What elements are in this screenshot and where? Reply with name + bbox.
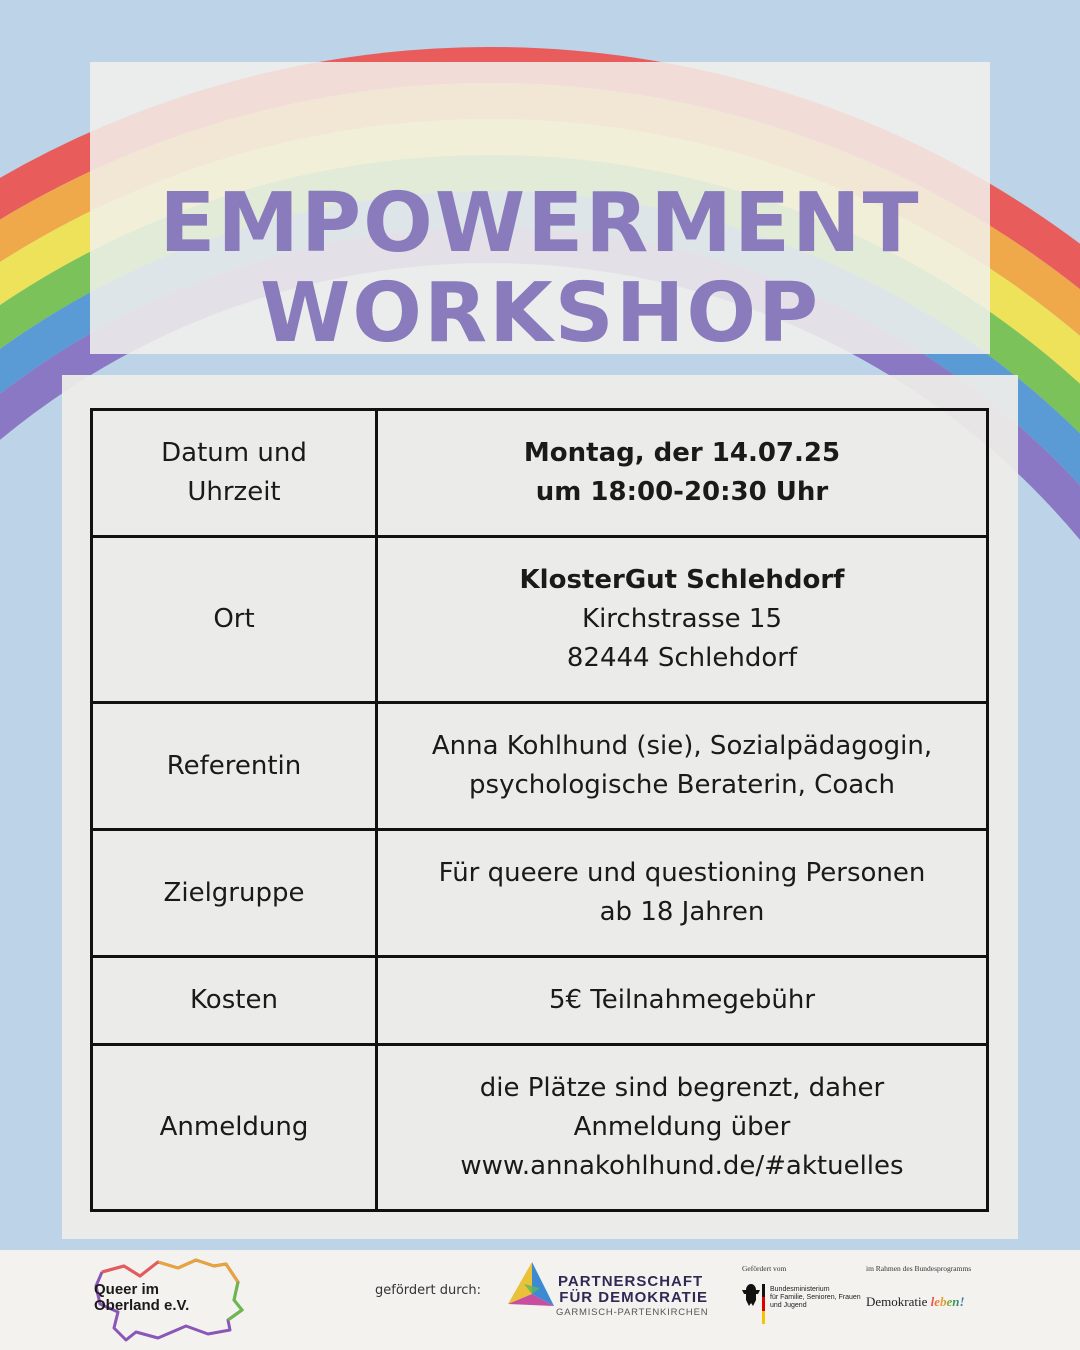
row-label bbox=[92, 957, 377, 1045]
page-title-line-1: EMPOWERMENT bbox=[159, 176, 921, 271]
partner-line: FÜR DEMOKRATIE bbox=[559, 1289, 708, 1306]
value-line: KlosterGut Schlehdorf bbox=[519, 565, 845, 595]
gefoerdert-vom-label: Gefördert vom bbox=[742, 1264, 787, 1273]
table-row-referentin bbox=[92, 703, 988, 830]
row-value bbox=[377, 703, 988, 830]
partner-line: PARTNERSCHAFT bbox=[558, 1273, 704, 1290]
row-label bbox=[92, 410, 377, 537]
org-logo-text bbox=[94, 1282, 214, 1314]
value-line: um 18:00-20:30 Uhr bbox=[535, 477, 829, 507]
row-value bbox=[377, 537, 988, 703]
ministry-line: Bundesministerium bbox=[770, 1286, 830, 1293]
partnerschaft-triangle-icon bbox=[504, 1260, 556, 1312]
value-line: 82444 Schlehdorf bbox=[566, 643, 798, 673]
row-value bbox=[377, 830, 988, 957]
label-text-part: Datum und bbox=[161, 438, 307, 468]
title-banner bbox=[90, 62, 990, 361]
registration-link[interactable]: www.annakohlhund.de/#aktuelles bbox=[460, 1151, 904, 1181]
value-line: Anna Kohlhund (sie), Sozialpädagogin, bbox=[431, 731, 933, 761]
value-line: Anmeldung über bbox=[573, 1112, 791, 1142]
value-line: ab 18 Jahren bbox=[599, 897, 765, 927]
flag-bar bbox=[762, 1284, 765, 1324]
ministry-text bbox=[770, 1286, 861, 1310]
demokratie-leben-logo bbox=[866, 1294, 965, 1310]
partnerschaft-logo-text bbox=[558, 1274, 708, 1306]
value-line: die Plätze sind begrenzt, daher bbox=[479, 1073, 885, 1103]
label-text-part: Uhrzeit bbox=[187, 477, 281, 507]
org-logo-line: Queer im bbox=[94, 1281, 160, 1298]
leben-text bbox=[931, 1294, 965, 1309]
label-text bbox=[103, 434, 365, 512]
table-row-zielgruppe bbox=[92, 830, 988, 957]
partnerschaft-sub: GARMISCH-PARTENKIRCHEN bbox=[556, 1307, 709, 1318]
page-title-line-2: WORKSHOP bbox=[259, 266, 821, 361]
details-table bbox=[90, 408, 989, 1212]
row-label bbox=[92, 1045, 377, 1211]
row-label bbox=[92, 703, 377, 830]
value-line: psychologische Beraterin, Coach bbox=[469, 770, 895, 800]
label-text: Zielgruppe bbox=[163, 877, 305, 908]
value-line: 5€ Teilnahmegebühr bbox=[548, 985, 816, 1015]
table-row-datum bbox=[92, 410, 988, 537]
table-row-anmeldung bbox=[92, 1045, 988, 1211]
funded-by-label: gefördert durch: bbox=[375, 1283, 482, 1298]
table-row-ort bbox=[92, 537, 988, 703]
details-card bbox=[62, 375, 1018, 1239]
ministry-line: für Familie, Senioren, Frauen bbox=[770, 1294, 861, 1301]
ministry-line: und Jugend bbox=[770, 1302, 807, 1309]
org-logo-line: Oberland e.V. bbox=[94, 1297, 190, 1314]
label-text: Ort bbox=[213, 604, 255, 634]
row-value bbox=[377, 957, 988, 1045]
footer-logos bbox=[0, 1250, 1080, 1350]
im-rahmen-label: im Rahmen des Bundesprogramms bbox=[866, 1264, 972, 1273]
label-text: Referentin bbox=[166, 750, 302, 781]
table-row-kosten bbox=[92, 957, 988, 1045]
row-value bbox=[377, 410, 988, 537]
value-line: Montag, der 14.07.25 bbox=[523, 438, 841, 468]
value-line: Für queere und questioning Personen bbox=[438, 858, 926, 888]
row-label bbox=[92, 830, 377, 957]
label-text: Kosten bbox=[190, 985, 278, 1015]
leben-word: leben! bbox=[930, 1294, 965, 1309]
demokratie-text: Demokratie bbox=[866, 1294, 928, 1309]
row-label bbox=[92, 537, 377, 703]
row-value bbox=[377, 1045, 988, 1211]
federal-eagle-icon bbox=[740, 1282, 762, 1308]
value-line: Kirchstrasse 15 bbox=[582, 604, 782, 634]
label-text: Anmeldung bbox=[159, 1112, 309, 1142]
